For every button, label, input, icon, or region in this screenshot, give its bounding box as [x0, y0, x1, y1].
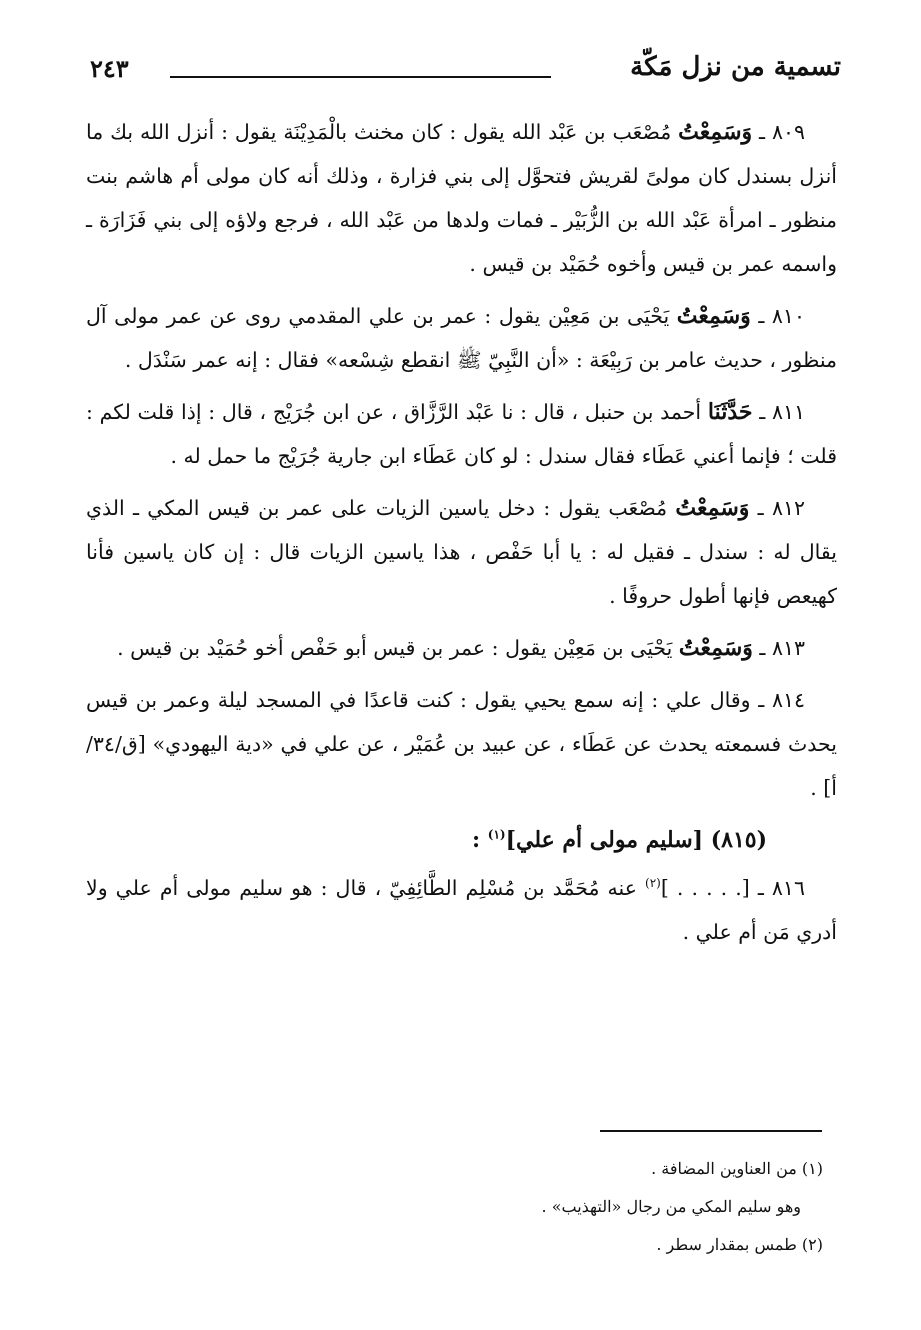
entry-number: ٨٠٩ ـ — [759, 120, 805, 144]
entry-lead: وَسَمِعْتُ — [678, 635, 753, 661]
footnote-rule — [600, 1130, 822, 1132]
entry-811 — [86, 390, 837, 478]
text-body — [86, 110, 837, 962]
heading-colon: : — [471, 827, 481, 853]
entry-lead: وَسَمِعْتُ — [678, 119, 753, 145]
entry-number: ٨١٤ ـ — [758, 688, 805, 712]
heading-text: (٨١٥) [سليم مولى أم علي] — [505, 827, 767, 853]
entry-809 — [86, 110, 837, 286]
entry-text: يَحْيَى بن مَعِيْن يقول : عمر بن علي المقدمي روى عن عمر مولى آل منظور ، حديث عامر بن رَبِيْعَة : «أن النَّبِيّ ﷺ انقطع شِسْعه» فقال : إنه عمر سَنْدَل . — [86, 304, 837, 372]
entry-lead: وَسَمِعْتُ — [675, 495, 750, 521]
entry-text: وقال علي : إنه سمع يحيي يقول : كنت قاعدًا في المسجد ليلة وعمر بن قيس يحدث فسمعته يحدث عن عَطَاء ، عن عبيد بن عُمَيْر ، عن علي في «دية اليهودي» [ق/٣٤/أ] . — [86, 688, 837, 800]
running-title: تسمية من نزل مَكّة — [630, 52, 841, 82]
entry-812 — [86, 486, 837, 618]
entry-816 — [86, 866, 837, 954]
entry-814 — [86, 678, 837, 810]
lacuna-bracket: [. . . . . ] — [660, 876, 750, 900]
footnote-2: (٢) طمس بمقدار سطر . — [656, 1235, 823, 1254]
entry-lead: وَسَمِعْتُ — [676, 303, 751, 329]
page-header — [90, 52, 841, 92]
header-rule — [170, 76, 551, 78]
footnote-1: (١) من العناوين المضافة . — [651, 1159, 823, 1178]
entry-text: مُصْعَب يقول : دخل ياسين الزيات على عمر بن قيس المكي ـ الذي يقال له : سندل ـ فقيل له : يا أبا حَفْص ، هذا ياسين الزيات قال : إن كان ياسين فأنا كهيعص فإنها أطول حروفًا . — [86, 496, 837, 608]
entry-number: ٨١٣ ـ — [759, 636, 805, 660]
entry-text: أحمد بن حنبل ، قال : نا عَبْد الرَّزَّاق ، عن ابن جُرَيْج ، قال : إذا قلت لكم : قلت ؛ فإنما أعني عَطَاء فقال سندل : لو كان عَطَاء ابن جارية جُرَيْج ما حمل له . — [86, 400, 837, 468]
page-number: ٢٤٣ — [90, 54, 129, 83]
footnote-ref-2: (٢) — [645, 876, 661, 891]
entry-number: ٨١٦ ـ — [757, 876, 805, 900]
entry-813 — [86, 626, 837, 670]
entry-810 — [86, 294, 837, 382]
entry-number: ٨١٠ ـ — [758, 304, 805, 328]
entry-lead: حَدَّثَنَا — [707, 399, 753, 425]
entry-text: مُصْعَب بن عَبْد الله يقول : كان مخنث بالْمَدِيْنَة يقول : أنزل الله بك ما أنزل بسندل كان مولىً لقريش فتحوَّل إلى بني فزارة ، وذلك أنه كان مولى أم هاشم بنت منظور ـ امرأة عَبْد الله بن الزُّبَيْر ـ فمات ولدها من عَبْد الله ، فرجع ولاؤه إلى بني فَزَارَة ـ واسمه عمر بن قيس وأخوه حُمَيْد بن قيس . — [86, 120, 837, 276]
section-heading — [86, 818, 837, 862]
footnote-1-continued: وهو سليم المكي من رجال «التهذيب» . — [541, 1197, 801, 1216]
footnotes — [86, 1150, 823, 1264]
entry-text: عنه مُحَمَّد بن مُسْلِم الطَّائِفِيّ ، قال : هو سليم مولى أم علي ولا أدري مَن أم علي . — [86, 876, 837, 944]
entry-number: ٨١٢ ـ — [757, 496, 805, 520]
footnote-ref-1: (١) — [487, 827, 506, 842]
entry-text: يَحْيَى بن مَعِيْن يقول : عمر بن قيس أبو حَفْص أخو حُمَيْد بن قيس . — [117, 636, 673, 660]
entry-number: ٨١١ ـ — [759, 400, 805, 424]
